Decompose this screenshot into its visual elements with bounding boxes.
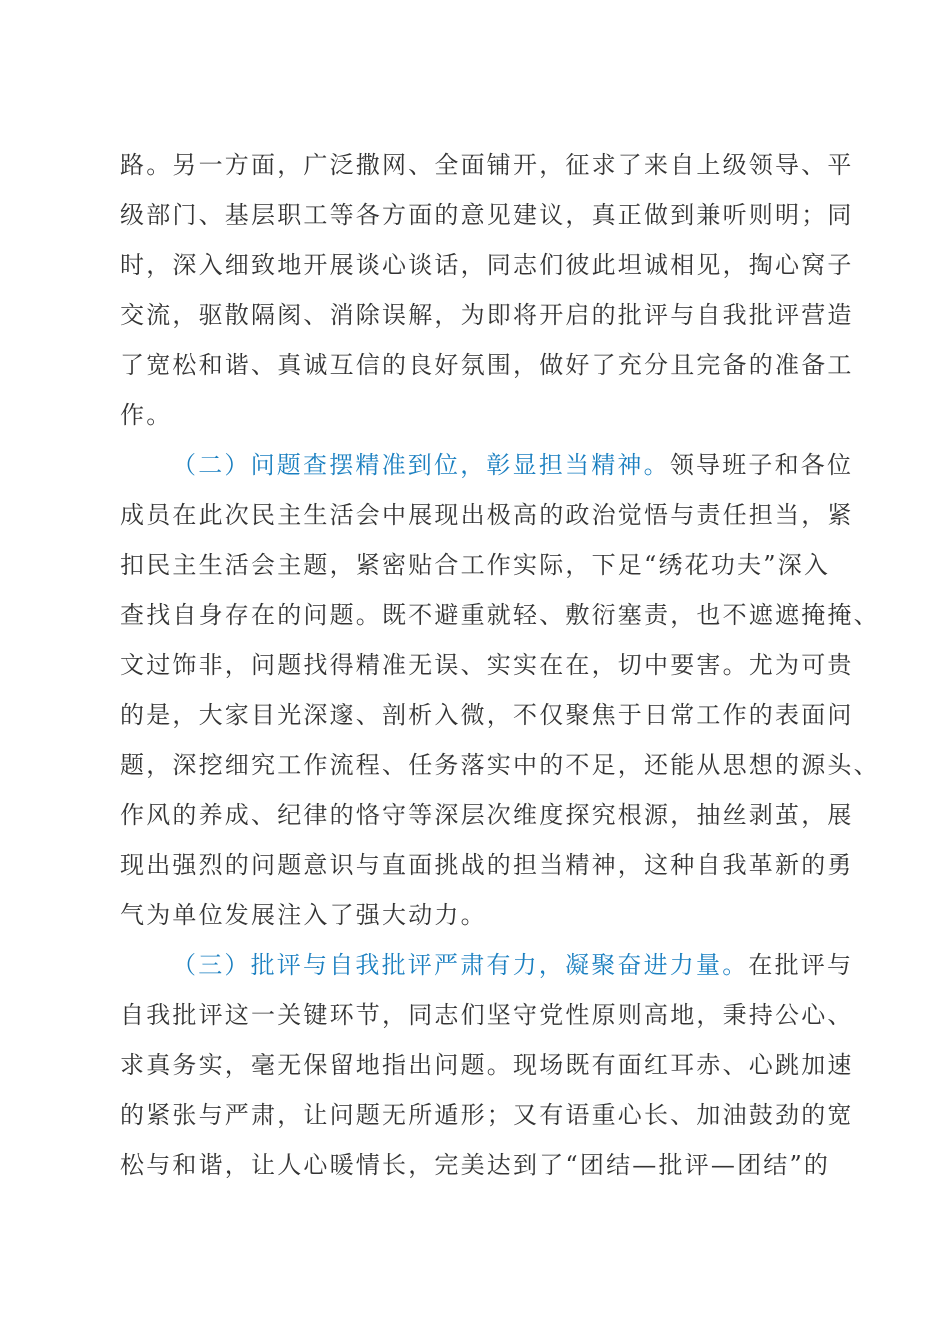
paragraph-1 xyxy=(120,140,854,440)
text-line: 的紧张与严肃，让问题无所遁形；又有语重心长、加油鼓劲的宽 xyxy=(120,1101,854,1129)
section-3-first-line xyxy=(120,940,854,990)
text-line: 查找自身存在的问题。既不避重就轻、敷衍塞责，也不遮遮掩掩、 xyxy=(120,601,880,629)
text-line: 气为单位发展注入了强大动力。 xyxy=(120,901,487,929)
text-line: 现出强烈的问题意识与直面挑战的担当精神，这种自我革新的勇 xyxy=(120,851,854,879)
text-line: 时，深入细致地开展谈心谈话，同志们彼此坦诚相见，掏心窝子 xyxy=(120,251,854,279)
text-line: 求真务实，毫无保留地指出问题。现场既有面红耳赤、心跳加速 xyxy=(120,1051,854,1079)
section-2-first-line-text: 领导班子和各位 xyxy=(669,451,854,479)
text-line: 作风的养成、纪律的恪守等深层次维度探究根源，抽丝剥茧，展 xyxy=(120,801,854,829)
text-line: 的是，大家目光深邃、剖析入微，不仅聚焦于日常工作的表面问 xyxy=(120,701,854,729)
section-2 xyxy=(120,440,880,940)
text-line: 成员在此次民主生活会中展现出极高的政治觉悟与责任担当，紧 xyxy=(120,501,854,529)
text-line: 题，深挖细究工作流程、任务落实中的不足，还能从思想的源头、 xyxy=(120,751,880,779)
text-line: 扣民主生活会主题，紧密贴合工作实际，下足“绣花功夫”深入 xyxy=(120,551,831,579)
text-line: 文过饰非，问题找得精准无误、实实在在，切中要害。尤为可贵 xyxy=(120,651,854,679)
section-3 xyxy=(120,940,854,1190)
text-line: 了宽松和谐、真诚互信的良好氛围，做好了充分且完备的准备工 xyxy=(120,351,854,379)
section-3-first-line-text: 在批评与 xyxy=(748,951,854,979)
section-3-heading: （三）批评与自我批评严肃有力，凝聚奋进力量。 xyxy=(172,951,749,979)
text-line: 自我批评这一关键环节，同志们坚守党性原则高地，秉持公心、 xyxy=(120,1001,854,1029)
text-line: 作。 xyxy=(120,401,173,429)
section-2-first-line xyxy=(120,440,854,490)
text-line: 交流，驱散隔阂、消除误解，为即将开启的批评与自我批评营造 xyxy=(120,301,854,329)
text-line: 路。另一方面，广泛撒网、全面铺开，征求了来自上级领导、平 xyxy=(120,151,854,179)
document-page xyxy=(120,140,880,1190)
text-line: 级部门、基层职工等各方面的意见建议，真正做到兼听则明；同 xyxy=(120,201,854,229)
section-2-heading: （二）问题查摆精准到位，彰显担当精神。 xyxy=(172,451,670,479)
text-line: 松与和谐，让人心暖情长，完美达到了“团结—批评—团结”的 xyxy=(120,1151,831,1179)
